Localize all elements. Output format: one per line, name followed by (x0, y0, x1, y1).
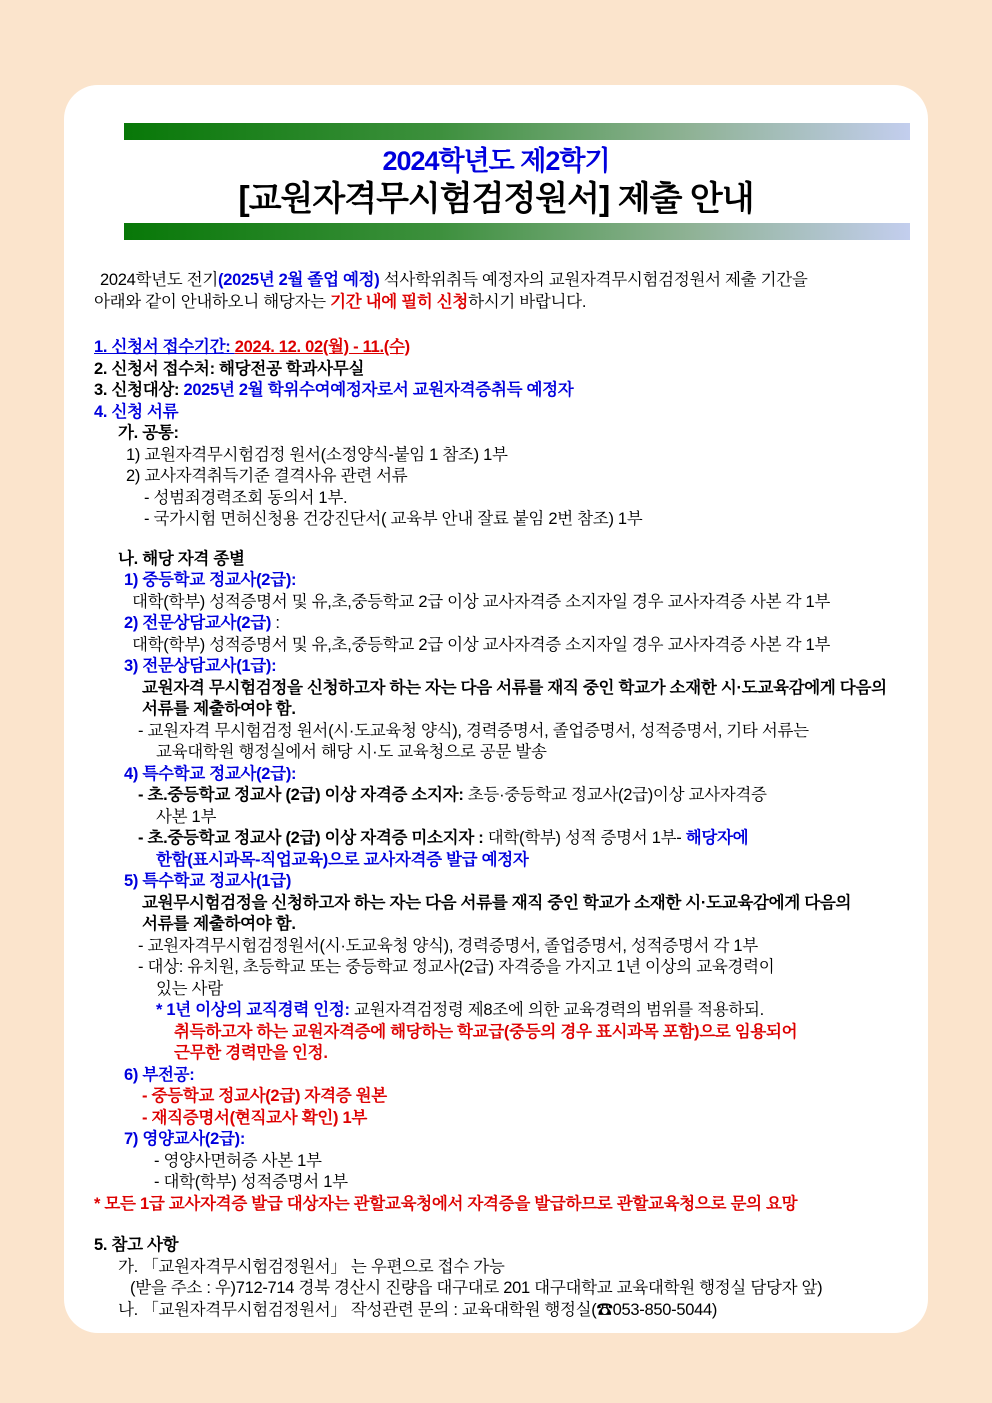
text-segment: 대학(학부) 성적 증명서 1부- (487, 829, 686, 847)
doc-line (94, 979, 912, 1001)
text-segment: : (271, 614, 280, 632)
text-segment: 사본 1부 (156, 807, 217, 826)
text-segment: - 성범죄경력조회 동의서 1부. (144, 488, 348, 507)
text-segment: 초등·중등학교 정교사(2급)이상 교사자격증 (467, 786, 767, 804)
text-segment: * 1년 이상의 교직경력 인정: (156, 1001, 350, 1019)
text-segment: - 영양사면허증 사본 1부 (154, 1151, 322, 1170)
doc-line (94, 1151, 912, 1173)
text-segment: - 중등학교 정교사(2급) 자격증 원본 (142, 1087, 387, 1105)
text-segment: 가. 「교원자격무시험검정원서」 는 우편으로 접수 가능 (118, 1257, 505, 1276)
text-segment: 1) 중등학교 정교사(2급): (124, 571, 297, 589)
doc-line (94, 292, 912, 314)
text-segment: 교원자격검정령 제8조에 의한 교육경력의 범위를 적용하되. (349, 1001, 764, 1019)
text-segment: 4. 신청 서류 (94, 402, 179, 421)
doc-line (94, 914, 912, 936)
doc-line (94, 1278, 912, 1300)
doc-line (94, 488, 912, 510)
text-segment: - 재직증명서(현직교사 확인) 1부 (142, 1108, 367, 1127)
doc-line (94, 1108, 912, 1130)
text-segment: 2. 신청서 접수처: 해당전공 학과사무실 (94, 359, 365, 378)
text-segment: 교육대학원 행정실에서 해당 시·도 교육청으로 공문 발송 (156, 743, 547, 761)
text-segment: 석사학위취득 예정자의 교원자격무시험검정원서 제출 기간을 (379, 271, 808, 289)
text-segment: 하시기 바랍니다. (468, 292, 587, 311)
doc-line (94, 1022, 912, 1044)
doc-line (94, 893, 912, 915)
doc-line (94, 656, 912, 678)
doc-line (94, 1300, 912, 1322)
text-segment: 대학(학부) 성적증명서 및 유,초,중등학교 2급 이상 교사자격증 소지자일 경우 교사자격증 사본 각 1부 (132, 592, 831, 611)
text-segment: (받을 주소 : 우)712-714 경북 경산시 진량읍 대구대로 201 대구대학교 교육대학원 행정실 담당자 앞) (130, 1279, 823, 1297)
text-segment: - 대학(학부) 성적증명서 1부 (154, 1173, 348, 1191)
doc-line (94, 828, 912, 850)
text-segment: 가. 공통: (118, 424, 179, 442)
text-segment: 한함(표시과목-직업교육)으로 교사자격증 발급 예정자 (156, 850, 529, 869)
text-segment: * 모든 1급 교사자격증 발급 대상자는 관할교육청에서 자격증을 발급하므로 관할교육청으로 문의 요망 (94, 1194, 798, 1213)
text-segment: 6) 부전공: (124, 1065, 195, 1084)
doc-line (94, 957, 912, 979)
text-segment: - 초.중등학교 정교사 (2급) 이상 자격증 소지자: (138, 786, 468, 804)
doc-line (94, 509, 912, 531)
term-title: 2024학년도 제2학기 (382, 146, 610, 176)
doc-line (94, 380, 912, 402)
doc-line (94, 1194, 912, 1216)
doc-line (94, 807, 912, 829)
text-segment: 5. 참고 사항 (94, 1236, 179, 1254)
doc-line (94, 1129, 912, 1151)
doc-line (94, 359, 912, 381)
text-segment: 1. 신청서 접수기간: (94, 338, 235, 356)
doc-line (94, 592, 912, 614)
text-segment: 아래와 같이 안내하오니 해당자는 (94, 292, 331, 311)
text-segment: 취득하고자 하는 교원자격증에 해당하는 학교급(중등의 경우 표시과목 포함)으로 임용되어 (174, 1022, 798, 1041)
doc-line (94, 1257, 912, 1279)
doc-line (94, 466, 912, 488)
text-segment: 기간 내에 필히 신청 (330, 292, 469, 311)
text-segment: 7) 영양교사(2급): (124, 1130, 246, 1148)
text-segment: - 대상: 유치원, 초등학교 또는 중등학교 정교사(2급) 자격증을 가지고 1년 이상의 교육경력이 (138, 958, 775, 976)
text-segment: 있는 사람 (156, 979, 223, 998)
header-gradient-bar-bottom (124, 223, 910, 240)
notice-card (64, 85, 928, 1333)
doc-line (94, 1000, 912, 1022)
text-segment: 나. 「교원자격무시험검정원서」 작성관련 문의 : 교육대학원 행정실(☎053-850-5044) (118, 1300, 718, 1319)
doc-line (94, 423, 912, 445)
text-segment: 교원무시험검정을 신청하고자 하는 자는 다음 서류를 재직 중인 학교가 소재한 시·도교육감에게 다음의 (142, 893, 852, 912)
text-segment: 근무한 경력만을 인정. (174, 1044, 328, 1062)
text-segment: - 교원자격 무시험검정 원서(시·도교육청 양식), 경력증명서, 졸업증명서, 성적증명서, 기타 서류는 (138, 721, 809, 740)
text-segment: 교원자격 무시험검정을 신청하고자 하는 자는 다음 서류를 재직 중인 학교가 소재한 시·도교육감에게 다음의 (142, 678, 887, 697)
text-segment: 3) 전문상담교사(1급): (124, 657, 277, 675)
doc-line (94, 678, 912, 700)
text-segment: 2024학년도 전기 (100, 271, 218, 289)
text-segment: 1) 교원자격무시험검정 원서(소정양식-붙임 1 참조) 1부 (126, 445, 508, 464)
text-segment: 나. 해당 자격 종별 (118, 549, 245, 568)
text-segment: 4) 특수학교 정교사(2급): (124, 764, 297, 783)
doc-line (94, 402, 912, 424)
doc-line (94, 613, 912, 635)
text-segment: 2025년 2월 학위수여예정자로서 교원자격증취득 예정자 (183, 381, 574, 399)
doc-line (94, 699, 912, 721)
header-gradient-bar-top (124, 123, 910, 140)
text-segment: 3. 신청대상: (94, 381, 184, 399)
doc-line (94, 1172, 912, 1194)
text-segment: 2024. 12. 02(월) - 11.(수) (234, 338, 410, 356)
main-title: [교원자격무시험검정원서] 제출 안내 (238, 180, 754, 218)
doc-line (94, 785, 912, 807)
text-segment: - 교원자격무시험검정원서(시·도교육청 양식), 경력증명서, 졸업증명서, 성적증명서 각 1부 (138, 936, 758, 955)
text-segment: - 초.중등학교 정교사 (2급) 이상 자격증 미소지자 : (138, 829, 488, 847)
doc-line (94, 850, 912, 872)
text-segment: 2) 전문상담교사(2급) (124, 614, 272, 632)
doc-line (94, 1086, 912, 1108)
text-segment: 2) 교사자격취득기준 결격사유 관련 서류 (126, 467, 408, 485)
text-segment: - 국가시험 면허신청용 건강진단서( 교육부 안내 잘료 붙임 2번 참조) 1부 (144, 510, 643, 528)
doc-line (94, 721, 912, 743)
doc-line (94, 445, 912, 467)
text-segment: 해당자에 (685, 829, 749, 847)
text-segment: 서류를 제출하여야 함. (142, 700, 296, 718)
doc-line (94, 1235, 912, 1257)
doc-line (94, 1065, 912, 1087)
text-segment: 대학(학부) 성적증명서 및 유,초,중등학교 2급 이상 교사자격증 소지자일 경우 교사자격증 사본 각 1부 (132, 635, 831, 654)
doc-line (94, 871, 912, 893)
doc-line (94, 764, 912, 786)
doc-line (94, 936, 912, 958)
doc-line (94, 337, 912, 359)
doc-line (94, 549, 912, 571)
doc-line (94, 570, 912, 592)
text-segment: 서류를 제출하여야 함. (142, 915, 296, 933)
document-body (64, 270, 928, 1321)
doc-line (94, 635, 912, 657)
text-segment: 5) 특수학교 정교사(1급) (124, 872, 292, 890)
doc-line (94, 1043, 912, 1065)
doc-line (94, 742, 912, 764)
text-segment: (2025년 2월 졸업 예정) (218, 271, 380, 289)
doc-line (94, 270, 912, 292)
